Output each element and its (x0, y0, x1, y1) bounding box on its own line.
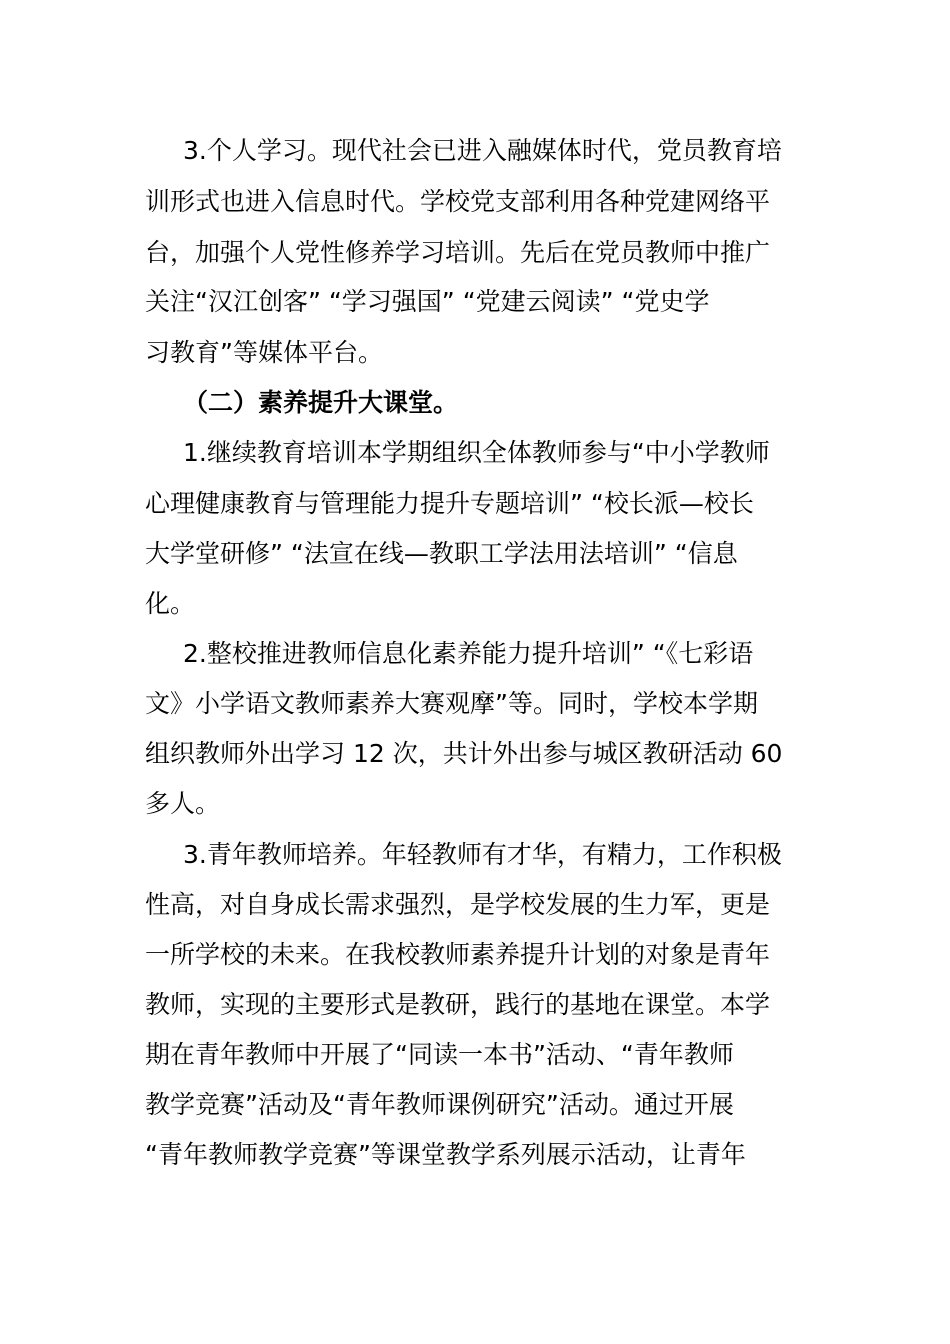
paragraph-line: 心理健康教育与管理能力提升专题培训” “校长派—校长 (145, 489, 754, 518)
paragraph-line: 3.个人学习。现代社会已进入融媒体时代，党员教育培 (183, 136, 782, 165)
paragraph-line: 性高，对自身成长需求强烈，是学校发展的生力军，更是 (145, 890, 771, 919)
paragraph-line: 1.继续教育培训本学期组织全体教师参与“中小学教师 (183, 438, 770, 467)
paragraph-line: 3.青年教师培养。年轻教师有才华，有精力，工作积极 (183, 840, 782, 869)
paragraph-line: 组织教师外出学习 12 次，共计外出参与城区教研活动 60 (145, 739, 783, 768)
paragraph-line: 多人。 (145, 789, 221, 818)
paragraph-line: 一所学校的未来。在我校教师素养提升计划的对象是青年 (145, 940, 771, 969)
paragraph-line: 习教育”等媒体平台。 (145, 338, 383, 367)
paragraph-line: 文》小学语文教师素养大赛观摩”等。同时，学校本学期 (145, 689, 758, 718)
paragraph-line: 化。 (145, 589, 196, 618)
paragraph-line: 2.整校推进教师信息化素养能力提升培训” “《七彩语 (183, 639, 754, 668)
section-heading: （二）素养提升大课堂。 (183, 388, 459, 417)
paragraph-line: 关注“汉江创客” “学习强国” “党建云阅读” “党史学 (145, 287, 710, 316)
paragraph-line: 教师，实现的主要形式是教研，践行的基地在课堂。本学 (145, 990, 771, 1019)
paragraph-line: “青年教师教学竞赛”等课堂教学系列展示活动，让青年 (145, 1140, 746, 1169)
paragraph-line: 台，加强个人党性修养学习培训。先后在党员教师中推广 (145, 238, 771, 267)
paragraph-line: 期在青年教师中开展了“同读一本书”活动、“青年教师 (145, 1040, 734, 1069)
paragraph-line: 训形式也进入信息时代。学校党支部利用各种党建网络平 (145, 187, 771, 216)
paragraph-line: 教学竞赛”活动及“青年教师课例研究”活动。通过开展 (145, 1090, 734, 1119)
paragraph-line: 大学堂研修” “法宣在线—教职工学法用法培训” “信息 (145, 539, 738, 568)
